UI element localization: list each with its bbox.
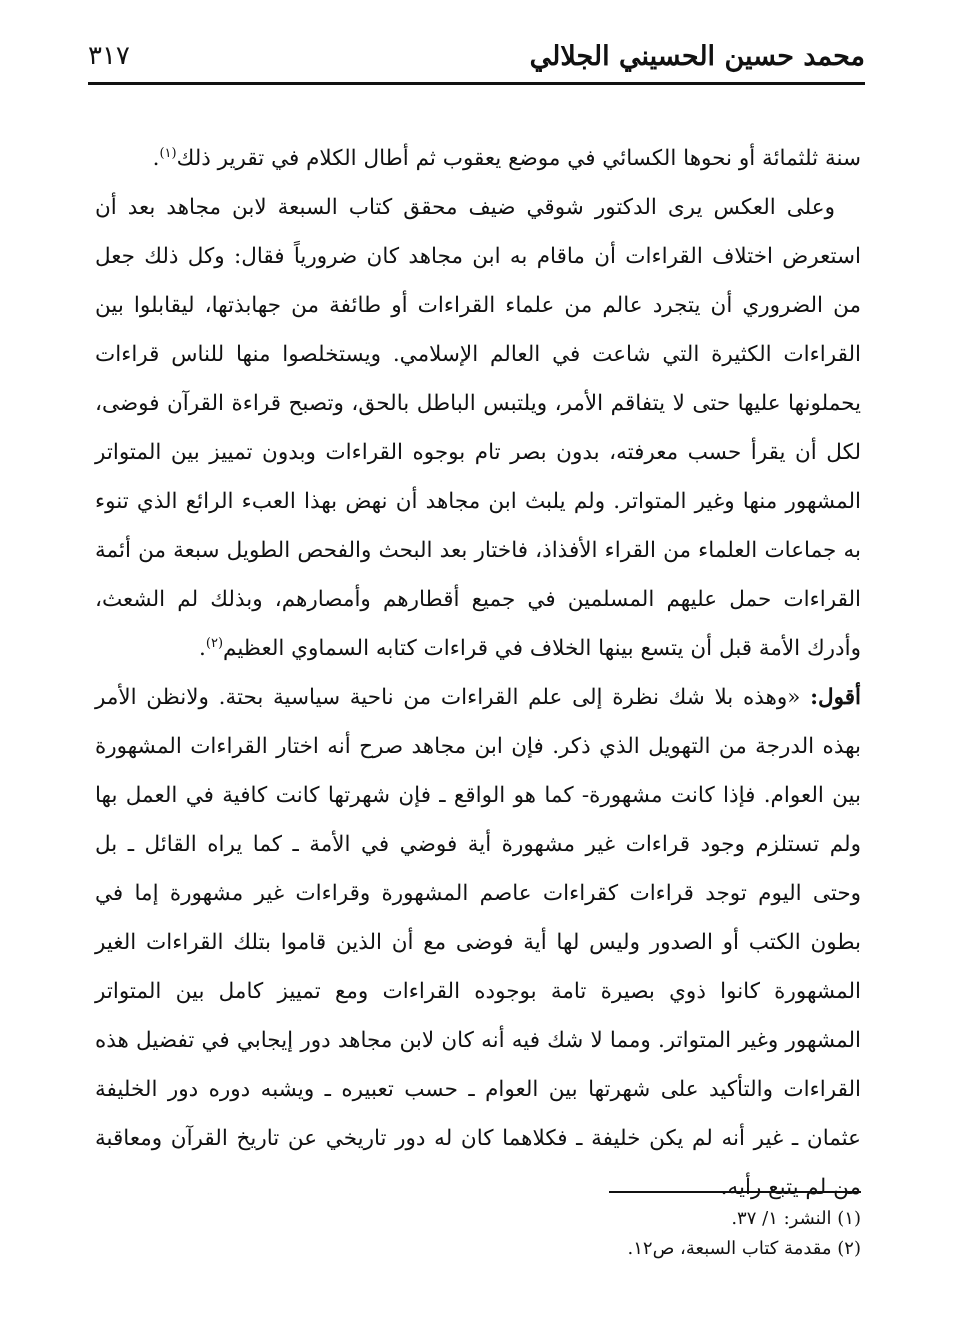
running-header bbox=[88, 30, 865, 85]
footnote-ref-2[interactable]: (٢) bbox=[205, 635, 224, 651]
footnote-1: (١) النشر: ١/ ٣٧. bbox=[731, 1208, 861, 1229]
main-text bbox=[95, 134, 861, 1212]
footnote-ref-1[interactable]: (١) bbox=[159, 145, 177, 161]
paragraph-1 bbox=[95, 134, 861, 183]
paragraph-2-text: وعلى العكس يرى الدكتور شوقي ضيف محقق كتاب السبعة لابن مجاهد بعد أن استعرض اختلاف القراءات أن ماقام به ابن مجاهد كان ضرورياً فقال: وكل ذلك جعل من الضروري أن يتجرد عالم من علماء القراءات أو طائفة من جهابذتها، ليقابلوا بين القراءات الكثيرة التي شاعت في العالم الإسلامي. ويستخلصوا منها للناس قراءات يحملونها عليها حتى لا يتفاقم الأمر، ويلتبس الباطل بالحق، وتصبح قراءة القرآن فوضى، لكل أن يقرأ حسب معرفته، بدون بصر تام بوجوه القراءات وبدون تمييز بين المتواتر المشهور منها وغير المتواتر. ولم يلبث ابن مجاهد أن نهض بهذا العبء الرائع الذي تنوء به جماعات العلماء من القراء الأفذاذ، فاختار بعد البحث والفحص الطويل سبعة من أئمة القراءات حمل عليهم المسلمين في جميع أقطارهم وأمصارهم، وبذلك لم الشعث، وأدرك الأمة قبل أن يتسع بينها الخلاف في قراءات كتابه السماوي العظيم bbox=[95, 195, 861, 661]
running-header-author: محمد حسين الحسيني الجلالي bbox=[529, 40, 865, 72]
paragraph-3 bbox=[95, 673, 861, 1212]
paragraph-3-text: «وهذه بلا شك نظرة إلى علم القراءات من ناحية سياسية بحتة. ولانظن الأمر بهذه الدرجة من التهويل الذي ذكر. فإن ابن مجاهد صرح أنه اختار القراءات المشهورة بين العوام. فإذا كانت مشهورة- كما هو الواقع ـ فإن شهرتها كانت كافية في العمل بها ولم تستلزم وجود قراءات غير مشهورة أية فوضي في الأمة ـ كما يراه القائل ـ بل وحتى اليوم توجد قراءات كقراءات عاصم المشهورة وقراءات غير مشهورة إما في بطون الكتب أو الصدور وليس لها أية فوضى مع أن الذين قاموا بتلك القراءات الغير المشهورة كانوا ذوي بصيرة تامة بوجوده القراءات ومع تمييز كامل بين المتواتر المشهور وغير المتواتر. ومما لا شك فيه أنه كان لابن مجاهد دور إيجابي في تفضيل هذه القراءات والتأكيد على شهرتها بين العوام ـ حسب تعبيره ـ ويشبه دوره دور الخليفة عثمان ـ غير أنه لم يكن خليفة ـ فكلاهما كان له دور تاريخي عن تاريخ القرآن ومعاقبة من لم يتبع رأيه. bbox=[95, 685, 861, 1200]
paragraph-1-end: . bbox=[152, 146, 160, 171]
footnotes bbox=[300, 1204, 861, 1264]
footnote-2: (٢) مقدمة كتاب السبعة، ص١٢. bbox=[627, 1238, 861, 1259]
paragraph-2-end: . bbox=[199, 636, 206, 661]
paragraph-2 bbox=[95, 183, 861, 673]
paragraph-1-text: سنة ثلثمائة أو نحوها الكسائي في موضع يعقوب ثم أطال الكلام في تقرير ذلك bbox=[176, 146, 861, 171]
page-number: ٣١٧ bbox=[88, 41, 130, 71]
footnote-separator bbox=[609, 1191, 861, 1193]
paragraph-3-lead: أقول: bbox=[810, 685, 861, 710]
